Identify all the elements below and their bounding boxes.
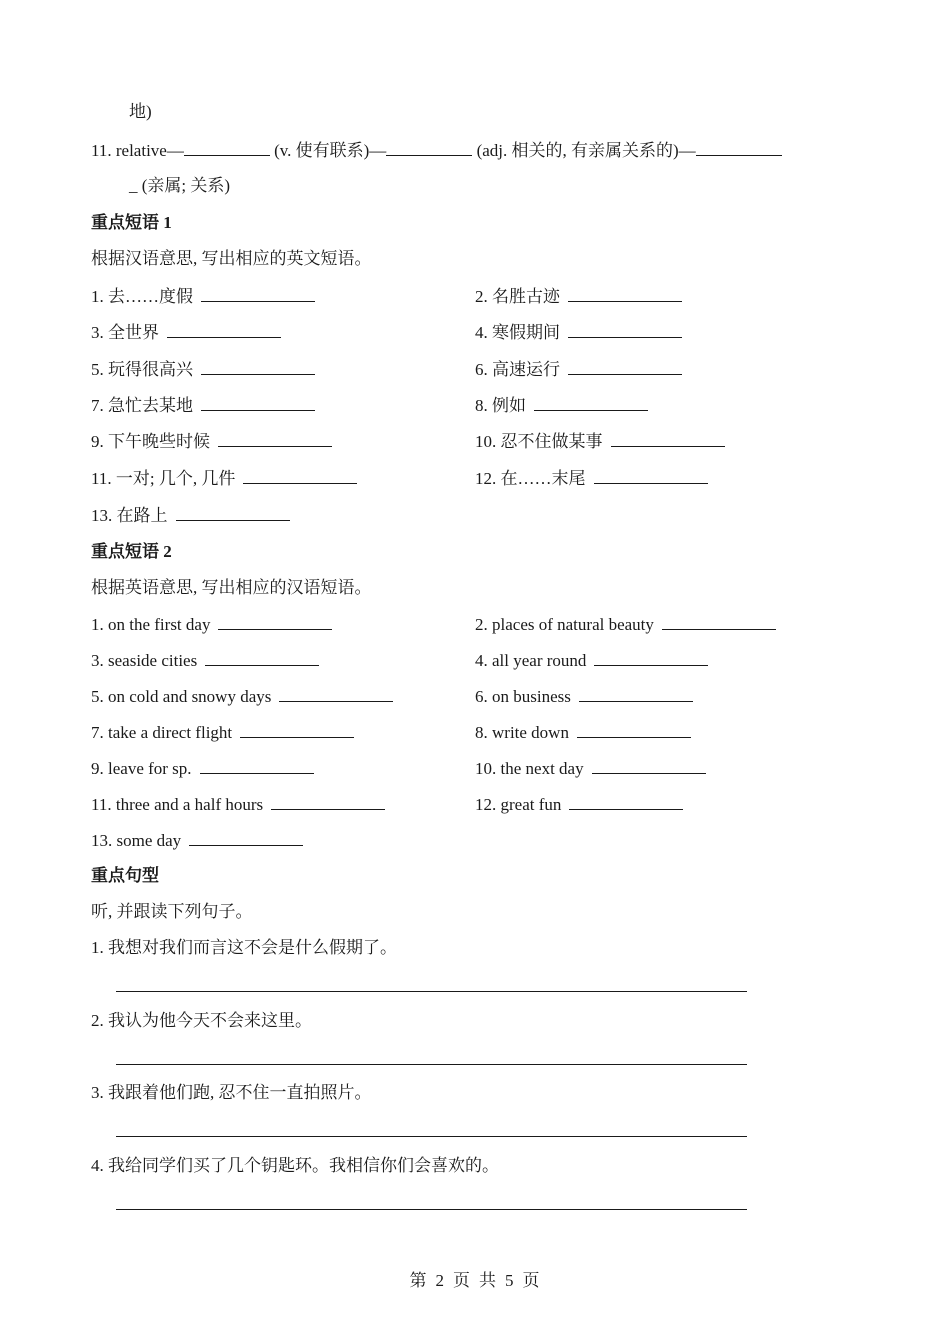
list-item: 1. 去……度假: [91, 285, 315, 308]
answer-blank[interactable]: [696, 139, 782, 156]
answer-blank[interactable]: [205, 649, 319, 666]
answer-blank[interactable]: [568, 321, 682, 338]
answer-blank[interactable]: [386, 139, 472, 156]
answer-blank[interactable]: [167, 321, 281, 338]
list-item: 7. take a direct flight: [91, 721, 354, 744]
list-item: 3. seaside cities: [91, 649, 319, 672]
section-instruction-1: 根据汉语意思, 写出相应的英文短语。: [91, 249, 372, 268]
word-form-item-11-tail: _ (亲属; 关系): [129, 176, 231, 195]
list-item: 5. on cold and snowy days: [91, 685, 393, 708]
list-item: 13. some day: [91, 829, 303, 852]
answer-blank[interactable]: [201, 394, 315, 411]
continued-line: 地): [129, 102, 152, 121]
list-item: 1. on the first day: [91, 613, 332, 636]
sentence-item: 2. 我认为他今天不会来这里。: [91, 1011, 312, 1030]
page-footer: 第 2 页 共 5 页: [409, 1271, 541, 1290]
answer-blank[interactable]: [594, 467, 708, 484]
answer-blank[interactable]: [271, 793, 385, 810]
list-item: 9. leave for sp.: [91, 757, 314, 780]
item-11-mid2: (adj. 相关的, 有亲属关系的)—: [472, 141, 696, 160]
list-item: 6. on business: [475, 685, 693, 708]
section-instruction-3: 听, 并跟读下列句子。: [91, 902, 253, 921]
list-item: 5. 玩得很高兴: [91, 358, 315, 381]
answer-blank[interactable]: [568, 358, 682, 375]
answer-blank[interactable]: [218, 430, 332, 447]
word-form-item-11: [91, 139, 782, 162]
list-item: 4. 寒假期间: [475, 321, 682, 344]
list-item: 4. all year round: [475, 649, 708, 672]
answer-blank[interactable]: [243, 467, 357, 484]
answer-blank[interactable]: [200, 757, 314, 774]
list-item: 3. 全世界: [91, 321, 281, 344]
section-heading-sentences: 重点句型: [91, 866, 159, 885]
list-item: 13. 在路上: [91, 504, 290, 527]
answer-blank[interactable]: [662, 613, 776, 630]
list-item: 8. write down: [475, 721, 691, 744]
sentence-item: 3. 我跟着他们跑, 忍不住一直拍照片。: [91, 1083, 372, 1102]
answer-blank[interactable]: [279, 685, 393, 702]
answer-blank[interactable]: [534, 394, 648, 411]
item-11-lead: 11. relative—: [91, 141, 184, 160]
sentence-item: 1. 我想对我们而言这不会是什么假期了。: [91, 938, 397, 957]
answer-blank[interactable]: [176, 504, 290, 521]
page-number: 2: [435, 1271, 445, 1290]
answer-blank[interactable]: [568, 285, 682, 302]
sentence-item: 4. 我给同学们买了几个钥匙环。我相信你们会喜欢的。: [91, 1156, 499, 1175]
list-item: 11. three and a half hours: [91, 793, 385, 816]
list-item: 12. 在……末尾: [475, 467, 708, 490]
page-total: 5: [505, 1271, 515, 1290]
list-item: 10. the next day: [475, 757, 706, 780]
section-heading-phrases-1: 重点短语 1: [91, 213, 172, 232]
list-item: 12. great fun: [475, 793, 683, 816]
answer-blank[interactable]: [201, 285, 315, 302]
answer-blank[interactable]: [579, 685, 693, 702]
list-item: 11. 一对; 几个, 几件: [91, 467, 357, 490]
answer-blank[interactable]: [569, 793, 683, 810]
answer-blank[interactable]: [218, 613, 332, 630]
answer-blank[interactable]: [577, 721, 691, 738]
list-item: 9. 下午晚些时候: [91, 430, 332, 453]
list-item: 2. places of natural beauty: [475, 613, 776, 636]
answer-blank[interactable]: [189, 829, 303, 846]
list-item: 7. 急忙去某地: [91, 394, 315, 417]
answer-line[interactable]: [116, 991, 747, 992]
answer-line[interactable]: [116, 1136, 747, 1137]
answer-blank[interactable]: [240, 721, 354, 738]
answer-line[interactable]: [116, 1064, 747, 1065]
answer-blank[interactable]: [611, 430, 725, 447]
item-11-mid1: (v. 使有联系)—: [269, 141, 387, 160]
list-item: 8. 例如: [475, 394, 648, 417]
list-item: 10. 忍不住做某事: [475, 430, 725, 453]
answer-blank[interactable]: [592, 757, 706, 774]
answer-line[interactable]: [116, 1209, 747, 1210]
section-instruction-2: 根据英语意思, 写出相应的汉语短语。: [91, 578, 372, 597]
answer-blank[interactable]: [594, 649, 708, 666]
list-item: 2. 名胜古迹: [475, 285, 682, 308]
answer-blank[interactable]: [201, 358, 315, 375]
answer-blank[interactable]: [184, 139, 270, 156]
section-heading-phrases-2: 重点短语 2: [91, 542, 172, 561]
list-item: 6. 高速运行: [475, 358, 682, 381]
